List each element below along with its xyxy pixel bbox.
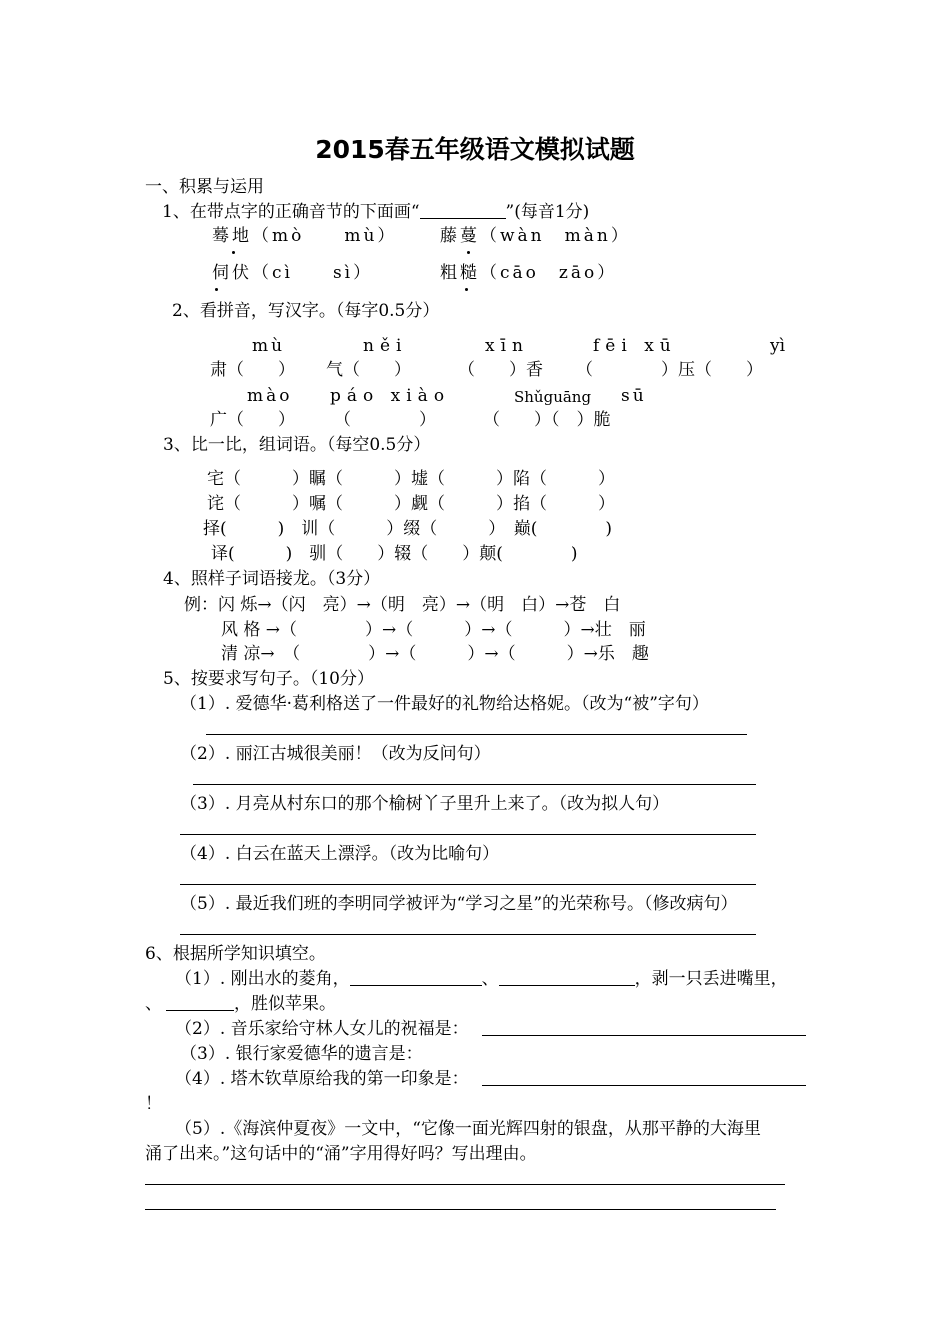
q1-item-sifu: 伺伏（cì sì） xyxy=(212,263,374,283)
q1-item-cucao: 粗糙（cāo zāo） xyxy=(440,263,618,283)
answer-blank: 肃（ ） xyxy=(210,360,295,380)
fill-blank xyxy=(499,969,635,986)
q2-header: 2、看拼音，写汉字。（每字0.5分） xyxy=(172,301,440,321)
q6-item-1-text: ，剥一只丢进嘴里， xyxy=(634,969,788,989)
page-title: 2015春五年级语文模拟试题 xyxy=(315,135,635,164)
pinyin: xīn xyxy=(485,336,529,356)
pinyin: páo xiào xyxy=(330,386,451,406)
q1-header-post: ”(每音1分) xyxy=(505,202,590,222)
q6-item-1-cont xyxy=(145,993,336,1015)
fill-line xyxy=(482,1085,806,1086)
q4-example: 例：闪 烁→（闪 亮）→（明 亮）→（明 白）→苍 白 xyxy=(184,595,621,615)
emphasis-dot xyxy=(213,265,219,287)
pinyin: Shǔguāng xyxy=(514,388,592,406)
q3-row: 择( ) 训（ ）缀（ ） 巅( ) xyxy=(203,519,613,539)
q4-header: 4、照样子词语接龙。（3分） xyxy=(163,569,381,589)
q6-item-1-end: ，胜似苹果。 xyxy=(234,994,336,1014)
pinyin: mào xyxy=(247,386,293,406)
section-heading: 一、积累与运用 xyxy=(145,177,264,197)
q6-item-1-text: （1）. 刚出水的菱角， xyxy=(175,969,350,989)
answer-line xyxy=(206,734,747,735)
answer-blank: （ ）（ ）脆 xyxy=(483,410,611,430)
answer-blank: （ ）压（ ） xyxy=(576,360,763,380)
answer-blank: （ ） xyxy=(334,410,436,430)
q6-item-1 xyxy=(175,968,788,990)
answer-line xyxy=(180,884,756,885)
q3-header: 3、比一比，组词语。（每空0.5分） xyxy=(163,435,431,455)
q3-row: 诧（ ）嘱（ ）觑（ ）掐（ ） xyxy=(207,494,615,514)
pinyin: mù xyxy=(252,336,286,356)
pinyin: yì xyxy=(770,336,786,356)
emphasis-dot xyxy=(441,228,447,250)
fill-blank xyxy=(166,994,234,1011)
q4-row: 风 格 →（ ）→（ ）→（ ）→壮 丽 xyxy=(221,620,646,640)
q6-item-1-sep: 、 xyxy=(145,994,162,1014)
q6-item-2: （2）. 音乐家给守林人女儿的祝福是： xyxy=(175,1019,469,1039)
q5-item: （3）. 月亮从村东口的那个榆树丫子里升上来了。（改为拟人句） xyxy=(180,794,670,814)
q1-header xyxy=(162,201,589,223)
q1-header-pre: 1、在带点字的正确音节的下面画“ xyxy=(162,202,420,222)
answer-line xyxy=(180,834,756,835)
pinyin: fēi xū xyxy=(593,336,677,356)
q6-item-5: （5）.《海滨仲夏夜》一文中，“它像一面光辉四射的银盘，从那平静的大海里 xyxy=(175,1119,761,1139)
answer-blank: 气（ ） xyxy=(326,360,411,380)
q1-item-modi: 蓦地（mò mù） xyxy=(212,226,398,246)
q3-row: 宅（ ）瞩（ ）墟（ ）陷（ ） xyxy=(207,469,615,489)
answer-blank: 广（ ） xyxy=(210,410,295,430)
fill-line xyxy=(482,1035,806,1036)
q5-item: （1）. 爱德华·葛利格送了一件最好的礼物给达格妮。（改为“被”字句） xyxy=(180,694,709,714)
q3-row: 译( ) 驯（ ）辍（ ）颠( ) xyxy=(211,544,578,564)
q6-item-4: （4）. 塔木钦草原给我的第一印象是： xyxy=(175,1069,469,1089)
q6-header: 6、根据所学知识填空。 xyxy=(145,944,326,964)
q5-header: 5、按要求写句子。（10分） xyxy=(163,669,374,689)
q5-item: （2）. 丽江古城很美丽！（改为反问句） xyxy=(180,744,491,764)
answer-line xyxy=(145,1184,785,1185)
q6-item-1-sep: 、 xyxy=(481,969,499,989)
emphasis-dot xyxy=(441,265,447,287)
q4-row: 清 凉→ （ ）→（ ）→（ ）→乐 趣 xyxy=(221,644,649,664)
q6-item-3: （3）. 银行家爱德华的遗言是： xyxy=(180,1044,423,1064)
q5-item: （4）. 白云在蓝天上漂浮。（改为比喻句） xyxy=(180,844,500,864)
q1-item-tengman: 藤蔓（wàn màn） xyxy=(440,226,631,246)
answer-line xyxy=(180,934,756,935)
q1-sample-underline xyxy=(420,202,506,219)
answer-blank: （ ）香 xyxy=(458,360,543,380)
q5-item: （5）. 最近我们班的李明同学被评为“学习之星”的光荣称号。（修改病句） xyxy=(180,894,738,914)
pinyin: sū xyxy=(621,386,647,406)
answer-line xyxy=(145,1209,776,1210)
answer-line xyxy=(193,784,756,785)
emphasis-dot xyxy=(213,228,219,250)
q6-item-5-cont: 涌了出来。”这句话中的“涌”字用得好吗？写出理由。 xyxy=(145,1144,537,1164)
pinyin: něi xyxy=(363,336,408,356)
fill-blank xyxy=(350,969,482,986)
q6-item-4-end: ！ xyxy=(145,1094,162,1114)
